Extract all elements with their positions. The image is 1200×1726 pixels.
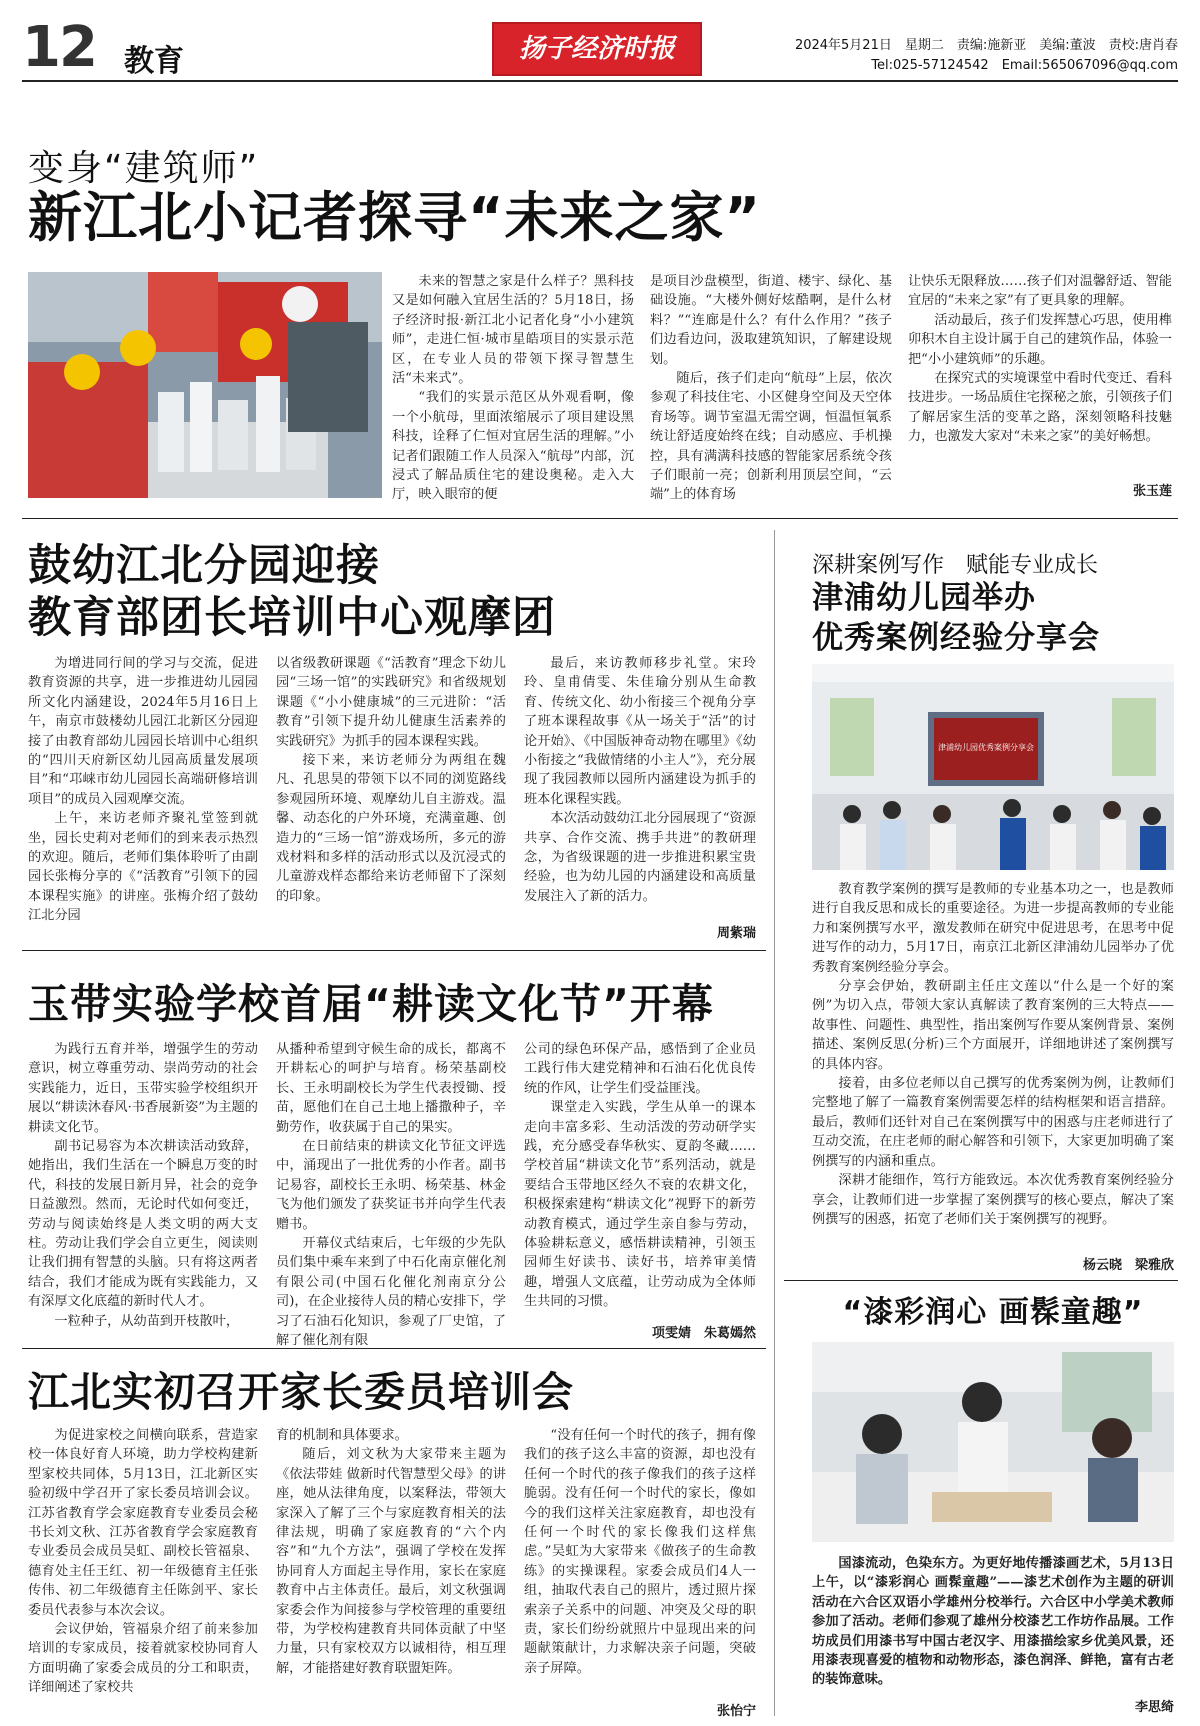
a3-col3-p2: 课堂走入实践，学生从单一的课本走向丰富多彩、生动活泼的劳动研学实践，充分感受春华秋实、夏韵冬藏……学校首届“耕读文化节”系列活动，就是要结合玉带地区经久不衰的农耕文化，积极探索建构“耕读文化”视野下的新劳动教育模式，通过学生亲自参与劳动，体验耕耘意义，感悟耕读精神，引领玉园师生好读书、读好书，培养审美情趣，增强人文底蕴，让劳动成为全体师生共同的习惯。 [524,1100,756,1310]
a5-headline-2: 优秀案例经验分享会 [812,620,1100,656]
a4-col1-p1: 为促进家校之间横向联系，营造家校一体良好育人环境，助力学校构建新型家校共同体，5月13日，江北新区实验初级中学召开了家长委员培训会议。江苏省教育学会家庭教育专业委员会秘书长刘文秋、江苏省教育学会家庭教育专业委员会成员吴虹、副校长管福泉、德育处主任王红、初一年级德育主任张传伟、初二年级德育主任陈剑平、家长委员代表参与本次会议。 [28,1428,258,1618]
a4-col2 [276,1426,506,1716]
a6-photo [812,1342,1174,1542]
a4-headline: 江北实初召开家长委员培训会 [28,1368,574,1416]
a3-col1-p2: 副书记易容为本次耕读活动致辞，她指出，我们生活在一个瞬息万变的时代，科技的发展日新月异，社会的竞争日益激烈。然而，无论时代如何变迁，劳动与阅读始终是人类文明的两大支柱。劳动让我们学会自立更生，阅读则让我们拥有智慧的头脑。只有将这两者结合，我们才能成为既有实践能力，又有深厚文化底蕴的新时代人才。 [28,1139,258,1310]
a1-col3 [908,272,1172,480]
a6-headline: “漆彩润心 画髹童趣” [842,1295,1144,1330]
a3-col3-p1: 公司的绿色环保产品，感悟到了企业员工践行伟大建党精神和石油石化优良传统的作风，让学生们受益匪浅。 [524,1042,756,1096]
column-divider [774,530,775,1716]
masthead-rule [22,80,1178,82]
a5-kicker: 深耕案例写作 赋能专业成长 [812,553,1099,578]
a1-col1-p1: 未来的智慧之家是什么样子？黑科技又是如何融入宜居生活的？5月18日，扬子经济时报·新江北小记者化身“小小建筑师”，走进仁恒·城市星皓项目的实景示范区，在专业人员的带领下探寻智慧生活“未来式”。 [392,274,634,387]
a5-body-p1: 教育教学案例的撰写是教师的专业基本功之一，也是教师进行自我反思和成长的重要途径。为进一步提高教师的专业能力和案例撰写水平，激发教师在研究中促进思考，在思考中促进写作的动力，5月17日，南京江北新区津浦幼儿园举办了优秀教育案例经验分享会。 [812,882,1174,975]
a6-author: 李思绮 [1134,1700,1174,1715]
a1-kicker: 变身“建筑师” [28,148,260,189]
a4-author: 张怡宁 [716,1704,756,1719]
a2-bottom-rule [22,950,766,951]
a2-col1-p2: 上午，来访老师齐聚礼堂签到就坐，园长史莉对老师们的到来表示热烈的欢迎。随后，老师们集体聆听了由副园长张梅分享的《“活教育”引领下的园本课程实施》的讲座。张梅介绍了鼓幼江北分园 [28,811,258,924]
a3-col2-p3: 开幕仪式结束后，七年级的少先队员们集中乘车来到了中石化南京催化剂有限公司(中国石化催化剂南京分公司)，在企业接待人员的精心安排下，学习了石油石化知识，参观了厂史馆，了解了催化剂有限 [276,1236,506,1349]
a1-col3-p2: 活动最后，孩子们发挥慧心巧思，使用榫卯积木自主设计属于自己的建筑作品，体验一把“小小建筑师”的乐趣。 [908,312,1172,367]
a1-col1-p2: “我们的实景示范区从外观看啊，像一个小航母，里面浓缩展示了项目建设黑科技，诠释了仁恒对宜居生活的理解。”小记者们跟随工作人员深入“航母”内部，沉浸式了解品质住宅的建设奥秘。走入大厅，映入眼帘的便 [392,390,634,503]
a3-author: 项雯婧 朱葛嫣然 [651,1326,756,1341]
a6-body-p1: 国漆流动，色染东方。为更好地传播漆画艺术，5月13日上午，以“漆彩润心 画髹童趣”——漆艺术创作为主题的研训活动在六合区双语小学雄州分校举行。六合区中小学美术教师参加了活动。老师们参观了雄州分校漆艺工作坊作品展。工作坊成员们用漆书写中国古老汉字、用漆描绘家乡优美风景，还用漆表现喜爱的植物和动物形态，漆色润泽、鲜艳，富有古老的装饰意味。 [812,1556,1174,1688]
a4-col1-p2: 会议伊始，管福泉介绍了前来参加培训的专家成员，接着就家校协同育人方面明确了家委会成员的分工和职责，详细阐述了家校共 [28,1622,258,1696]
a5-bottom-rule [784,1280,1178,1281]
a2-headline-2: 教育部团长培训中心观摩团 [28,593,556,643]
section-name: 教育 [124,44,184,79]
masthead-info-line1: 2024年5月21日 星期二 责编:施新亚 美编:董波 责校:唐肖春 [794,38,1178,53]
a2-col3-p2: 本次活动鼓幼江北分园展现了“资源共享、合作交流、携手共进”的教研理念，为省级课题的进一步推进积累宝贵经验，也为幼儿园的内涵建设和高质量发展注入了新的活力。 [524,811,756,904]
a4-col2-p1: 育的机制和具体要求。 [276,1428,408,1443]
a4-col1 [28,1426,258,1716]
a5-body-p4: 深耕才能细作，笃行方能致远。本次优秀教育案例经验分享会，让教师们进一步掌握了案例撰写的核心要点，解决了案例撰写的困惑，拓宽了老师们关于案例撰写的视野。 [812,1173,1174,1227]
masthead-info-line2: Tel:025-57124542 Email:565067096@qq.com [871,58,1178,73]
a2-col1-p1: 为增进同行间的学习与交流，促进教育资源的共享，进一步推进幼儿园园所文化内涵建设，2024年5月16日上午，南京市鼓楼幼儿园江北新区分园迎接了由教育部幼儿园园长培训中心组织的“四川天府新区幼儿园高质量发展项目”和“邛崃市幼儿园园长高端研修培训项目”的成员入园观摩交流。 [28,656,258,807]
a3-col1-p3: 一粒种子，从幼苗到开枝散叶， [54,1313,240,1329]
a2-col3 [524,654,756,924]
a2-col2 [276,654,506,939]
page-number: 12 [22,15,96,80]
a1-headline: 新江北小记者探寻“未来之家” [28,186,761,249]
a5-author: 杨云晓 梁雅欣 [1082,1258,1174,1273]
a4-col2-p2: 随后，刘文秋为大家带来主题为《依法带娃 做新时代智慧型父母》的讲座，她从法律角度，以案释法，带领大家深入了解了三个与家庭教育相关的法律法规，明确了家庭教育的“六个内容”和“九个方法”，强调了学校在发挥协同育人方面起主导作用，家长在家庭教育中占主体责任。最后，刘文秋强调家委会作为间接参与学校管理的重要纽带，为学校构建教育共同体贡献了中坚力量，只有家校双方以诚相待，相互理解，才能搭建好教育联盟矩阵。 [276,1447,506,1676]
a1-col3-p1: 让快乐无限释放……孩子们对温馨舒适、智能宜居的“未来之家”有了更具象的理解。 [908,274,1172,309]
a3-col2 [276,1040,506,1349]
a1-col2-p1: 是项目沙盘模型，街道、楼宇、绿化、基础设施。“大楼外侧好炫酷啊，是什么材料？”“连廊是什么？有什么作用？”孩子们边看边问，汲取建筑知识，了解建设规划。 [650,274,892,367]
a3-headline: 玉带实验学校首届“耕读文化节”开幕 [28,980,714,1028]
a6-body [812,1554,1174,1692]
a3-col2-p2: 在日前结束的耕读文化节征文评选中，涌现出了一批优秀的小作者。副书记易容，副校长王永明、杨荣基、林金飞为他们颁发了获奖证书并向学生代表赠书。 [276,1139,506,1232]
a1-photo [28,272,382,498]
a1-author: 张玉莲 [1132,484,1172,499]
a5-body [812,880,1174,1250]
a1-col2 [650,272,892,503]
a3-col2-p1: 从播种希望到守候生命的成长，都离不开耕耘心的呵护与培育。杨荣基副校长、王永明副校长为学生代表授锄、授苗，愿他们在自己土地上播撒种子，辛勤劳作，收获属于自己的果实。 [276,1042,506,1135]
a3-col3 [524,1040,756,1320]
a1-bottom-rule [22,518,1178,519]
a5-body-p2: 分享会伊始，教研副主任庄文莲以“什么是一个好的案例”为切入点，带领大家认真解读了教育案例的三大特点——故事性、问题性、典型性，指出案例写作要从案例背景、案例描述、案例反思(分析)三个方面展开，详细地讲述了案例撰写的具体内容。 [812,979,1174,1072]
a5-headline-1: 津浦幼儿园举办 [812,580,1036,616]
a2-headline-1: 鼓幼江北分园迎接 [28,541,380,591]
a5-photo [812,664,1174,870]
a4-col3-p1: “没有任何一个时代的孩子，拥有像我们的孩子这么丰富的资源，却也没有任何一个时代的孩子像我们的孩子这样脆弱。没有任何一个时代的家长，像如今的我们这样关注家庭教育，却也没有任何一个时代的家长像我们这样焦虑。”吴虹为大家带来《做孩子的生命教练》的实操课程。家委会成员们4人一组，抽取代表自己的照片，透过照片探索亲子关系中的问题、冲突及父母的职责，家长们纷纷就照片中显现出来的问题献策献计，力求解决亲子问题，突破亲子屏障。 [524,1428,756,1676]
a2-col2-p1: 以省级教研课题《“活教育”理念下幼儿园“三场一馆”的实践研究》和省级规划课题《“小小健康城”的三元进阶：“活教育”引领下提升幼儿健康生活素养的实践研究》为抓手的园本课程实践。 [276,656,506,749]
a2-col2-p2: 接下来，来访老师分为两组在魏凡、孔思昊的带领下以不同的浏览路线参观园所环境、观摩幼儿自主游戏。温馨、动态化的户外环境，充满童趣、创造力的“三场一馆”游戏场所，多元的游戏材料和多样的活动形式以及沉浸式的儿童游戏样态都给来访老师留下了深刻的印象。 [276,753,506,904]
a1-col2-p2: 随后，孩子们走向“航母”上层，依次参观了科技住宅、小区健身空间及天空体育场等。调节室温无需空调，恒温恒氧系统让舒适度始终在线；自动感应、手机操控，具有满满科技感的智能家居系统令孩子们眼前一亮；创新利用顶层空间，“云端”上的体育场 [650,371,892,503]
a2-col1 [28,654,258,939]
a3-col1 [28,1040,258,1340]
masthead-logo-text: 扬子经济时报 [518,34,675,64]
a5-body-p3: 接着，由多位老师以自己撰写的优秀案例为例，让教师们完整地了解了一篇教育案例需要怎样的结构框架和语言措辞。最后，教师们还针对自己在案例撰写中的困惑与庄老师进行了互动交流，在庄老师的耐心解答和引领下，大家更加明确了案例撰写的内涵和重点。 [812,1076,1174,1169]
a3-bottom-rule [22,1348,766,1349]
a1-col1 [392,272,634,503]
a5-screen-text: 津浦幼儿园优秀案例分享会 [938,743,1034,752]
a2-author: 周紫瑞 [716,926,756,941]
a3-col1-p1: 为践行五育并举，增强学生的劳动意识，树立尊重劳动、崇尚劳动的社会实践能力，近日，玉带实验学校组织开展以“耕读沐春风·书香展新姿”为主题的耕读文化节。 [28,1042,258,1135]
a1-col3-p3: 在探究式的实境课堂中看时代变迁、看科技进步。一场品质住宅探秘之旅，引领孩子们了解居家生活的变革之路，深刻领略科技魅力，也激发大家对“未来之家”的美好畅想。 [908,371,1172,445]
a4-col3 [524,1426,756,1698]
a2-col3-p1: 最后，来访教师移步礼堂。宋玲玲、皇甫倩雯、朱佳瑜分别从生命教育、传统文化、幼小衔接三个视角分享了班本课程故事《从一场关于“活”的讨论开始》、《中国版神奇动物在哪里》《幼小衔接之“我做情绪的小主人”》，充分展现了我园教师以园所内涵建设为抓手的班本化课程实践。 [524,656,756,807]
